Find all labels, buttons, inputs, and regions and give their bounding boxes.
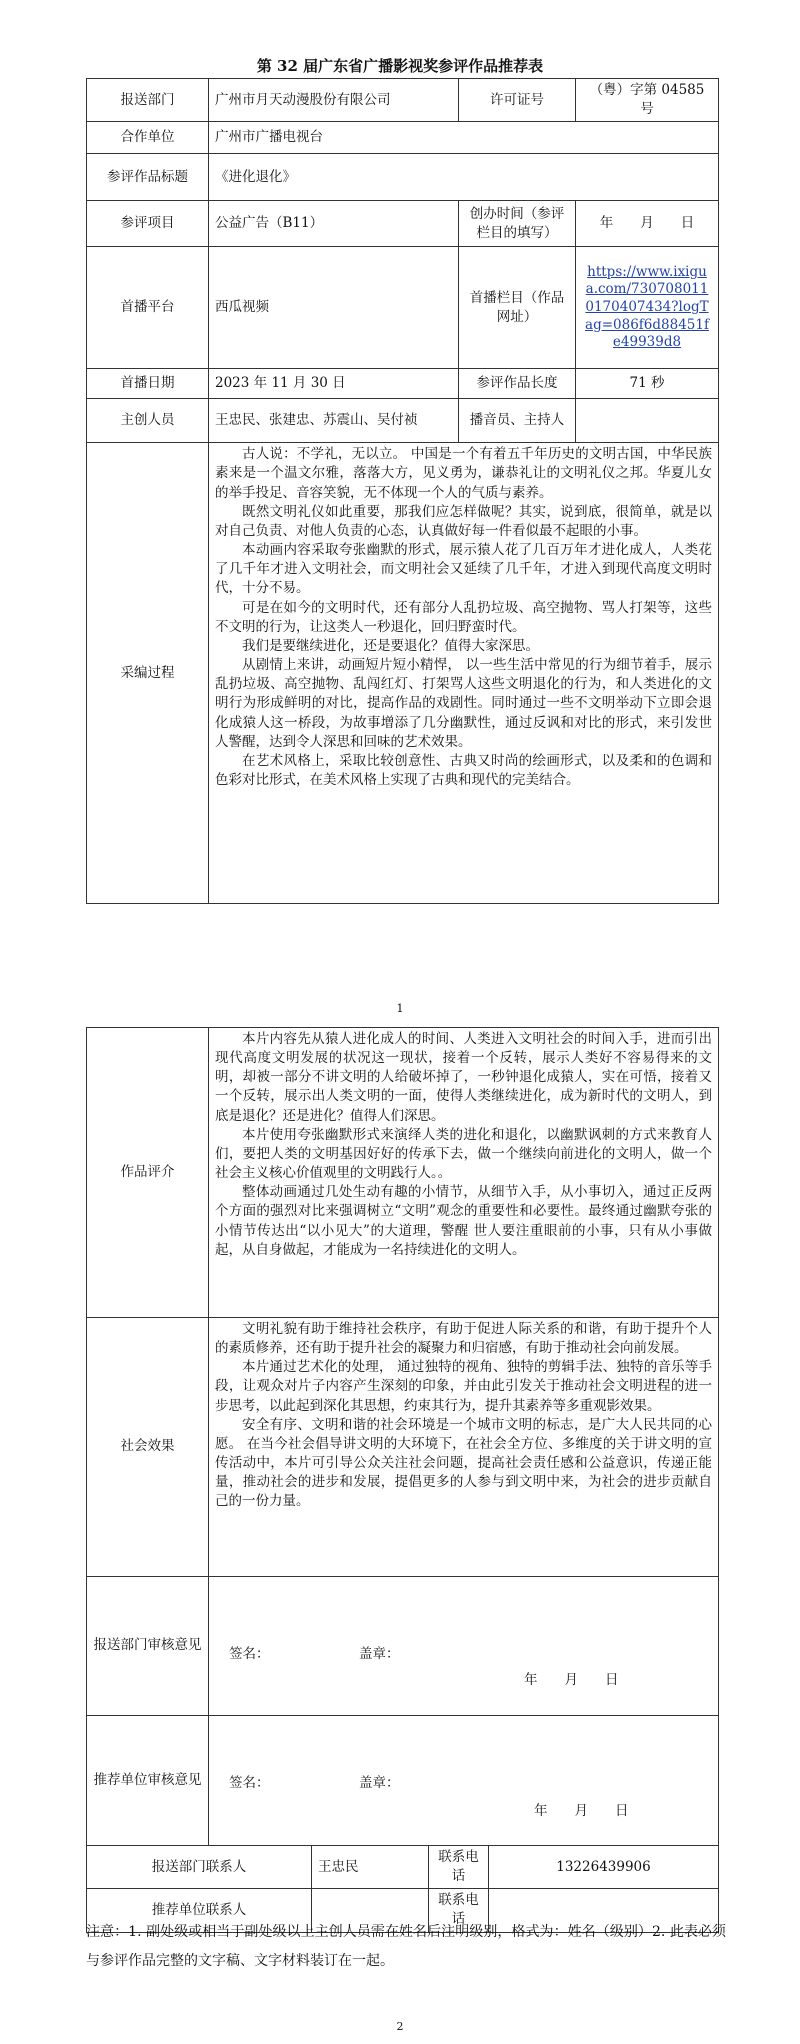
page-number-1: 1 (396, 1002, 404, 1015)
effect-content (209, 1318, 719, 1577)
platform-label: 首播平台 (87, 247, 209, 369)
nomination-table-page2 (86, 1027, 719, 1933)
unit-review-date: 年 月 日 (534, 1803, 629, 1819)
partner-value: 广州市广播电视台 (209, 122, 719, 154)
nomination-table-page1 (86, 78, 719, 904)
unit-phone-label: 联系电话 (429, 1889, 489, 1932)
creators-value: 王忠民、张建忠、苏震山、吴付祯 (209, 399, 459, 443)
work-title-label: 参评作品标题 (87, 154, 209, 201)
page-number-2: 2 (396, 2020, 404, 2033)
column-label: 首播栏目（作品网址） (459, 247, 576, 369)
dept-contact-value: 王忠民 (312, 1846, 429, 1889)
unit-contact-label: 推荐单位联系人 (87, 1889, 312, 1932)
submitting-dept-label: 报送部门 (87, 79, 209, 122)
license-value: （粤）字第 04585 号 (576, 79, 719, 122)
category-value: 公益广告（B11） (209, 201, 459, 247)
evaluation-content (209, 1028, 719, 1318)
process-paragraph: 本动画内容采取夸张幽默的形式，展示猿人花了几百万年才进化成人，人类花了几千年才进入文明社会，而文明社会又延续了几千年，才进入到现代高度文明时代，十分不易。 (215, 542, 712, 597)
process-paragraph: 我们是要继续进化，还是要退化？值得大家深思。 (242, 637, 539, 654)
process-paragraph: 从剧情上来讲，动画短片短小精悍， 以一些生活中常见的行为细节着手，展示乱扔垃圾、高空抛物、乱闯红灯、打架骂人这些文明退化的行为，和人类进化的文明行为形成鲜明的对比，提高作品的戏剧性。同时通过一些不文明举动下立即会退化成猿人这一桥段，为故事增添了几分幽默性，通过反讽和对比的形式，来引发世人警醒，达到令人深思和回味的艺术效果。 (215, 657, 712, 750)
hosts-label: 播音员、主持人 (459, 399, 576, 443)
category-label: 参评项目 (87, 201, 209, 247)
effect-paragraph: 安全有序、文明和谐的社会环境是一个城市文明的标志，是广大人民共同的心愿。 在当今社会倡导讲文明的大环境下，在社会全方位、多维度的关于讲文明的宣传活动中，本片可引导公众关注社会问题，提高社会责任感和公益意识，传递正能量，推动社会的进步和发展，提倡更多的人参与到文明中来，为社会的进步贡献自己的一份力量。 (215, 1416, 712, 1510)
dept-review-date: 年 月 日 (524, 1672, 619, 1688)
dept-sign-label: 签名： (229, 1646, 270, 1662)
dept-review-field[interactable] (209, 1577, 719, 1716)
dept-seal-label: 盖章： (359, 1646, 400, 1662)
broadcast-date-label: 首播日期 (87, 369, 209, 399)
effect-label: 社会效果 (87, 1318, 209, 1577)
process-paragraph: 既然文明礼仪如此重要，那我们应怎样做呢？其实，说到底，很简单，就是以对自己负责、对他人负责的心态，认真做好每一件看似最不起眼的小事。 (215, 503, 712, 539)
created-time-label: 创办时间（参评栏目的填写） (459, 201, 576, 247)
dept-review-label: 报送部门审核意见 (87, 1577, 209, 1716)
submitting-dept-value: 广州市月天动漫股份有限公司 (209, 79, 459, 122)
license-label: 许可证号 (459, 79, 576, 122)
footnote: 注意：1. 副处级或相当于副处级以上主创人员需在姓名后注明级别，格式为：姓名（级别）2. 此表必须与参评作品完整的文字稿、文字材料装订在一起。 (86, 1924, 726, 1970)
dept-contact-label: 报送部门联系人 (87, 1846, 312, 1889)
process-paragraph: 古人说：不学礼，无以立。 中国是一个有着五千年历史的文明古国，中华民族素来是一个温文尔雅，落落大方，见义勇为，谦恭礼让的文明礼仪之邦。华夏儿女的举手投足、音容笑貌，无不体现一个人的气质与素养。 (215, 446, 712, 501)
unit-seal-label: 盖章： (359, 1775, 400, 1791)
process-content (209, 443, 719, 904)
hosts-value (576, 399, 719, 443)
process-paragraph: 可是在如今的文明时代，还有部分人乱扔垃圾、高空抛物、骂人打架等，这些不文明的行为，让这类人一秒退化，回归野蛮时代。 (215, 599, 712, 635)
platform-value: 西瓜视频 (209, 247, 459, 369)
unit-review-label: 推荐单位审核意见 (87, 1716, 209, 1846)
partner-label: 合作单位 (87, 122, 209, 154)
evaluation-paragraph: 本片使用夸张幽默形式来演绎人类的进化和退化，以幽默讽刺的方式来教育人们，要把人类的文明基因好好的传承下去，做一个继续向前进化的文明人，做一个社会主义核心价值观里的文明践行人。。 (215, 1126, 712, 1182)
evaluation-paragraph: 本片内容先从猿人进化成人的时间、人类进入文明社会的时间入手，进而引出现代高度文明发展的状况这一现状，接着一个反转，展示人类好不容易得来的文明，却被一部分不讲文明的人给破坏掉了，一秒钟退化成猿人，实在可悟，接着又一个反转，展示出人类文明的一面，使得人类继续进化，成为新时代的文明人，到底是退化？还是进化？值得人们深思。 (215, 1031, 712, 1124)
form-title: 第 32 届广东省广播影视奖参评作品推荐表 (256, 57, 544, 75)
unit-review-field[interactable] (209, 1716, 719, 1846)
creators-label: 主创人员 (87, 399, 209, 443)
length-value: 71 秒 (576, 369, 719, 399)
evaluation-paragraph: 整体动画通过几处生动有趣的小情节，从细节入手，从小事切入，通过正反两个方面的强烈对比来强调树立“文明”观念的重要性和必要性。最终通过幽默夸张的小情节传达出“以小见大”的大道理，警醒 世人要注重眼前的小事，只有从小事做起，从自身做起，才能成为一名持续进化的文明人。 (215, 1184, 712, 1258)
effect-paragraph: 文明礼貌有助于维持社会秩序，有助于促进人际关系的和谐，有助于提升个人的素质修养，还有助于提升社会的凝聚力和归宿感，有助于推动社会向前发展。 (215, 1321, 712, 1357)
process-paragraph: 在艺术风格上，采取比较创意性、古典又时尚的绘画形式，以及柔和的色调和色彩对比形式，在美术风格上实现了古典和现代的完美结合。 (215, 752, 712, 788)
dept-phone-label: 联系电话 (429, 1846, 489, 1889)
work-title-value: 《进化退化》 (209, 154, 719, 201)
unit-sign-label: 签名： (229, 1775, 270, 1791)
evaluation-label: 作品评介 (87, 1028, 209, 1318)
dept-phone-value: 13226439906 (489, 1846, 719, 1889)
process-label: 采编过程 (87, 443, 209, 904)
work-url-link[interactable]: https://www.ixigua.com/7307080110170407434?logTag=086f6d88451fe49939d8 (576, 247, 719, 369)
effect-paragraph: 本片通过艺术化的处理， 通过独特的视角、独特的剪辑手法、独特的音乐等手段，让观众对片子内容产生深刻的印象，并由此引发关于推动社会文明进程的进一步思考，以此起到深化其思想，约束其行为，提升其素养等多重观影效果。 (215, 1359, 712, 1414)
length-label: 参评作品长度 (459, 369, 576, 399)
created-time-value: 年 月 日 (576, 201, 719, 247)
broadcast-date-value: 2023 年 11 月 30 日 (209, 369, 459, 399)
